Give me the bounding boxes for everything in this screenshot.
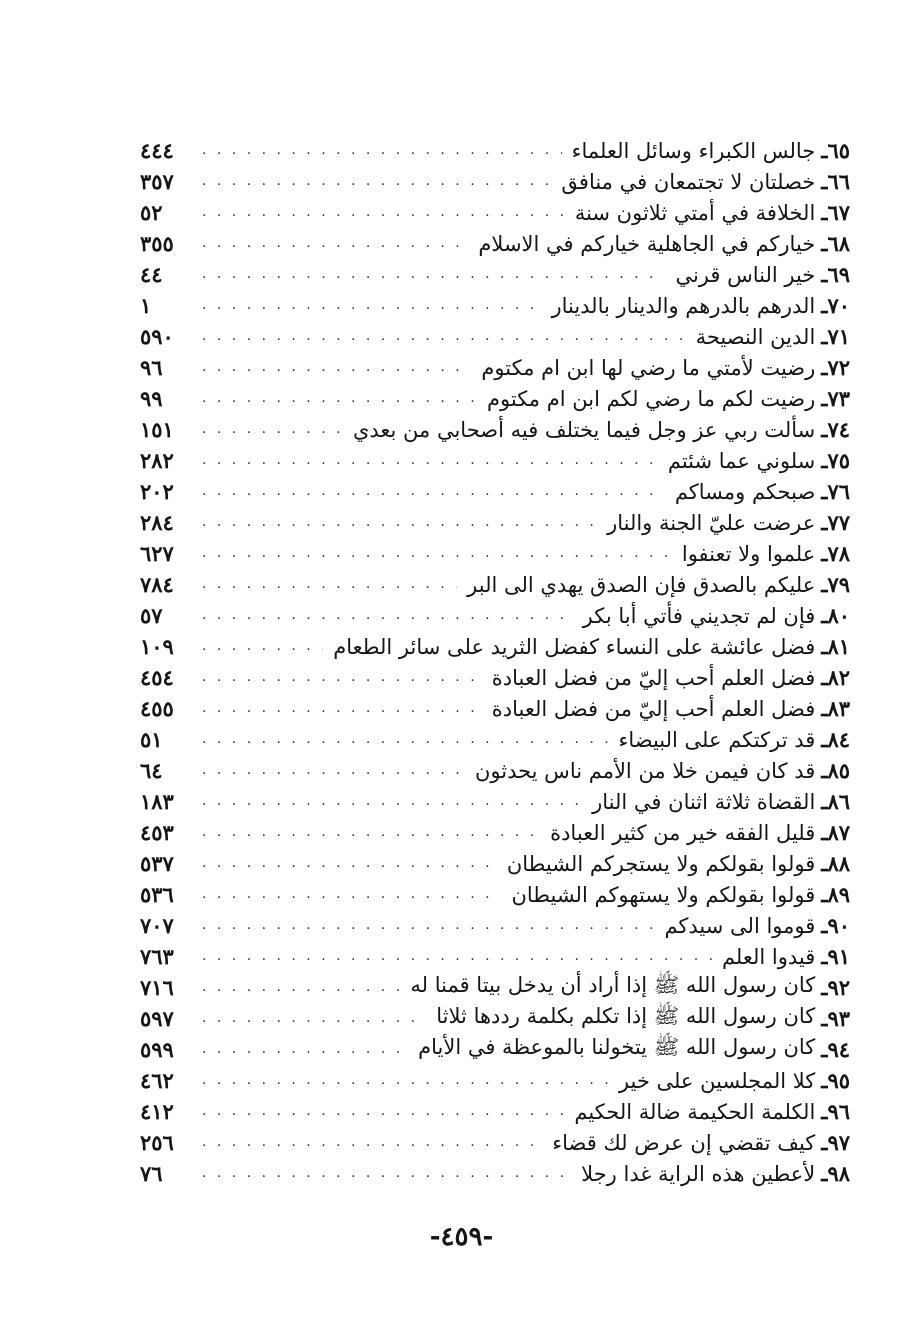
entry-title: القضاة ثلاثة اثنان في النار	[592, 789, 816, 814]
entry-page-number: ٤٦٢	[140, 1068, 174, 1093]
index-entry	[140, 166, 850, 197]
entry-page-number: ٣٥٥	[140, 231, 174, 256]
dot-leader	[202, 514, 597, 538]
entry-title: قوموا الى سيدكم	[664, 913, 816, 938]
dot-leader	[202, 824, 540, 848]
entry-title: جالس الكبراء وسائل العلماء	[571, 138, 816, 163]
index-entry	[140, 476, 850, 507]
index-entry	[140, 631, 850, 662]
index-entry	[140, 414, 850, 445]
index-entry	[140, 941, 850, 972]
dot-leader	[202, 328, 686, 352]
entry-page-number: ٢٨٤	[140, 510, 174, 535]
dot-leader	[202, 731, 608, 755]
entry-title: عليكم بالصدق فإن الصدق يهدي الى البر	[467, 572, 816, 597]
dot-leader	[202, 483, 665, 507]
index-entry	[140, 197, 850, 228]
entry-title: الدين النصيحة	[695, 324, 816, 349]
entry-number: ٩١ـ	[821, 944, 850, 969]
entry-page-number: ٩٩	[140, 386, 163, 411]
entry-number: ٧٦ـ	[821, 479, 850, 504]
hadith-index-list	[140, 135, 850, 1189]
page-number: -٤٥٩-	[429, 1222, 494, 1252]
index-entry	[140, 352, 850, 383]
entry-title: الخلافة في أمتي ثلاثون سنة	[574, 200, 816, 225]
entry-number: ٨١ـ	[821, 634, 850, 659]
index-entry	[140, 228, 850, 259]
entry-number: ٧١ـ	[821, 324, 850, 349]
entry-number: ٨٤ـ	[821, 727, 850, 752]
entry-page-number: ٢٠٢	[140, 479, 174, 504]
entry-number: ٩٤ـ	[821, 1037, 850, 1062]
entry-number: ٧٧ـ	[821, 510, 850, 535]
entry-page-number: ٥١	[140, 727, 163, 752]
entry-number: ٨٢ـ	[821, 665, 850, 690]
entry-title: قولوا بقولكم ولا يستجركم الشيطان	[506, 851, 816, 876]
dot-leader	[202, 917, 654, 941]
entry-title: كان رسول الله ﷺ إذا أراد أن يدخل بيتا قمنا له	[410, 973, 816, 997]
entry-title: كان رسول الله ﷺ إذا تكلم بكلمة رددها ثلاثا	[436, 1004, 816, 1028]
dot-leader	[202, 452, 658, 476]
index-entry	[140, 569, 850, 600]
entry-page-number: ١٠٩	[140, 634, 174, 659]
index-entry	[140, 1065, 850, 1096]
entry-number: ٩٠ـ	[821, 913, 850, 938]
entry-title: الدرهم بالدرهم والدينار بالدينار	[551, 293, 816, 318]
entry-number: ٦٥ـ	[821, 138, 850, 163]
dot-leader	[202, 855, 497, 879]
dot-leader	[202, 545, 672, 569]
entry-number: ٩٧ـ	[821, 1130, 850, 1155]
index-entry	[140, 817, 850, 848]
entry-number: ٨٠ـ	[821, 603, 850, 628]
entry-number: ٨٨ـ	[821, 851, 850, 876]
index-entry	[140, 662, 850, 693]
entry-page-number: ٢٥٦	[140, 1130, 174, 1155]
entry-number: ٧٣ـ	[821, 386, 850, 411]
entry-number: ٩٦ـ	[821, 1099, 850, 1124]
index-entry	[140, 538, 850, 569]
entry-number: ٦٩ـ	[821, 262, 850, 287]
entry-title: صبحكم ومساكم	[674, 479, 816, 504]
entry-number: ٩٥ـ	[821, 1068, 850, 1093]
entry-number: ٩٣ـ	[821, 1006, 850, 1031]
index-entry	[140, 755, 850, 786]
entry-title: قد كان فيمن خلا من الأمم ناس يحدثون	[474, 758, 816, 783]
entry-page-number: ٥٩٧	[140, 1006, 174, 1031]
entry-title: خير الناس قرني	[675, 262, 816, 287]
entry-number: ٧٥ـ	[821, 448, 850, 473]
entry-page-number: ٧٦٣	[140, 944, 174, 969]
index-entry	[140, 1158, 850, 1189]
entry-page-number: ١	[140, 293, 152, 318]
entry-number: ٨٧ـ	[821, 820, 850, 845]
index-entry	[140, 290, 850, 321]
entry-page-number: ٥٣٦	[140, 882, 174, 907]
dot-leader	[202, 607, 573, 631]
index-entry	[140, 972, 850, 1003]
index-entry	[140, 600, 850, 631]
entry-number: ٩٨ـ	[821, 1161, 850, 1186]
index-entry	[140, 321, 850, 352]
entry-title: قد تركتكم على البيضاء	[618, 727, 816, 752]
entry-page-number: ٤٥٣	[140, 820, 174, 845]
dot-leader	[202, 297, 541, 321]
index-entry	[140, 507, 850, 538]
entry-page-number: ٥٩٩	[140, 1037, 174, 1062]
entry-page-number: ٧١٦	[140, 975, 174, 1000]
index-entry	[140, 848, 850, 879]
entry-page-number: ٦٢٧	[140, 541, 174, 566]
index-entry	[140, 1127, 850, 1158]
dot-leader	[202, 266, 665, 290]
entry-page-number: ٥٣٧	[140, 851, 174, 876]
entry-title: سلوني عما شئتم	[667, 448, 816, 473]
entry-number: ٦٧ـ	[821, 200, 850, 225]
entry-page-number: ٤١٢	[140, 1099, 174, 1124]
entry-page-number: ١٥١	[140, 417, 174, 442]
entry-title: قولوا بقولكم ولا يستهوكم الشيطان	[511, 882, 816, 907]
entry-title: فضل العلم أحب إليّ من فضل العبادة	[491, 665, 816, 690]
index-entry	[140, 786, 850, 817]
entry-title: علموا ولا تعنفوا	[681, 541, 816, 566]
entry-title: قليل الفقه خير من كثير العبادة	[550, 820, 816, 845]
entry-page-number: ٧٠٧	[140, 913, 174, 938]
index-entry	[140, 1003, 850, 1034]
entry-page-number: ٩٦	[140, 355, 163, 380]
entry-title: الكلمة الحكيمة ضالة الحكيم	[574, 1099, 816, 1124]
entry-title: كان رسول الله ﷺ يتخولنا بالموعظة في الأيام	[418, 1035, 816, 1059]
index-entry	[140, 383, 850, 414]
index-entry	[140, 879, 850, 910]
entry-number: ٨٥ـ	[821, 758, 850, 783]
dot-leader	[202, 173, 551, 197]
index-entry	[140, 259, 850, 290]
dot-leader	[202, 421, 343, 445]
entry-page-number: ٧٨٤	[140, 572, 174, 597]
entry-title: رضيت لأمتي ما رضي لها ابن ام مكتوم	[481, 355, 816, 380]
entry-number: ٦٨ـ	[821, 231, 850, 256]
index-entry	[140, 135, 850, 166]
entry-page-number: ٤٥٤	[140, 665, 174, 690]
entry-title: كلا المجلسين على خير	[618, 1068, 816, 1093]
dot-leader	[202, 886, 501, 910]
dot-leader	[202, 576, 457, 600]
entry-number: ٨٣ـ	[821, 696, 850, 721]
dot-leader	[202, 1165, 571, 1189]
entry-title: سألت ربي عز وجل فيما يختلف فيه أصحابي من بعدي	[352, 417, 816, 442]
dot-leader	[202, 948, 712, 972]
entry-number: ٧٩ـ	[821, 572, 850, 597]
entry-number: ٦٦ـ	[821, 169, 850, 194]
entry-number: ٧٨ـ	[821, 541, 850, 566]
entry-number: ٨٦ـ	[821, 789, 850, 814]
entry-title: فضل العلم أحب إليّ من فضل العبادة	[491, 696, 816, 721]
entry-title: عرضت عليّ الجنة والنار	[607, 510, 816, 535]
index-entry	[140, 910, 850, 941]
entry-page-number: ٧٦	[140, 1161, 163, 1186]
dot-leader	[202, 1134, 542, 1158]
index-entry	[140, 1096, 850, 1127]
dot-leader	[202, 390, 477, 414]
entry-number: ٩٢ـ	[821, 975, 850, 1000]
index-entry	[140, 1034, 850, 1065]
entry-page-number: ٤٤	[140, 262, 163, 287]
entry-title: فإن لم تجديني فأتي أبا بكر	[582, 603, 816, 628]
dot-leader	[202, 359, 471, 383]
dot-leader	[202, 793, 582, 817]
index-entry	[140, 724, 850, 755]
dot-leader	[202, 1041, 408, 1065]
entry-number: ٧٤ـ	[821, 417, 850, 442]
index-entry	[140, 693, 850, 724]
entry-number: ٧٠ـ	[821, 293, 850, 318]
dot-leader	[202, 235, 468, 259]
dot-leader	[202, 669, 482, 693]
entry-title: رضيت لكم ما رضي لكم ابن ام مكتوم	[487, 386, 816, 411]
entry-title: لأعطين هذه الراية غدا رجلا	[581, 1161, 816, 1186]
entry-page-number: ٤٥٥	[140, 696, 174, 721]
entry-title: فضل عائشة على النساء كفضل الثريد على سائر الطعام	[333, 634, 816, 659]
entry-page-number: ٥٢	[140, 200, 163, 225]
entry-title: كيف تقضي إن عرض لك قضاء	[552, 1130, 816, 1155]
entry-page-number: ٥٩٠	[140, 324, 174, 349]
dot-leader	[202, 204, 565, 228]
dot-leader	[202, 1010, 426, 1034]
entry-page-number: ١٨٣	[140, 789, 174, 814]
entry-number: ٧٢ـ	[821, 355, 850, 380]
entry-page-number: ٢٨٢	[140, 448, 174, 473]
dot-leader	[202, 1072, 609, 1096]
dot-leader	[202, 700, 482, 724]
entry-number: ٨٩ـ	[821, 882, 850, 907]
dot-leader	[202, 979, 400, 1003]
dot-leader	[202, 142, 562, 166]
entry-page-number: ٤٤٤	[140, 138, 174, 163]
entry-page-number: ٣٥٧	[140, 169, 174, 194]
entry-title: خصلتان لا تجتمعان في منافق	[561, 169, 816, 194]
dot-leader	[202, 638, 323, 662]
dot-leader	[202, 762, 465, 786]
entry-page-number: ٥٧	[140, 603, 163, 628]
entry-page-number: ٦٤	[140, 758, 163, 783]
dot-leader	[202, 1103, 564, 1127]
entry-title: خياركم في الجاهلية خياركم في الاسلام	[478, 231, 816, 256]
index-entry	[140, 445, 850, 476]
entry-title: قيدوا العلم	[721, 944, 816, 969]
